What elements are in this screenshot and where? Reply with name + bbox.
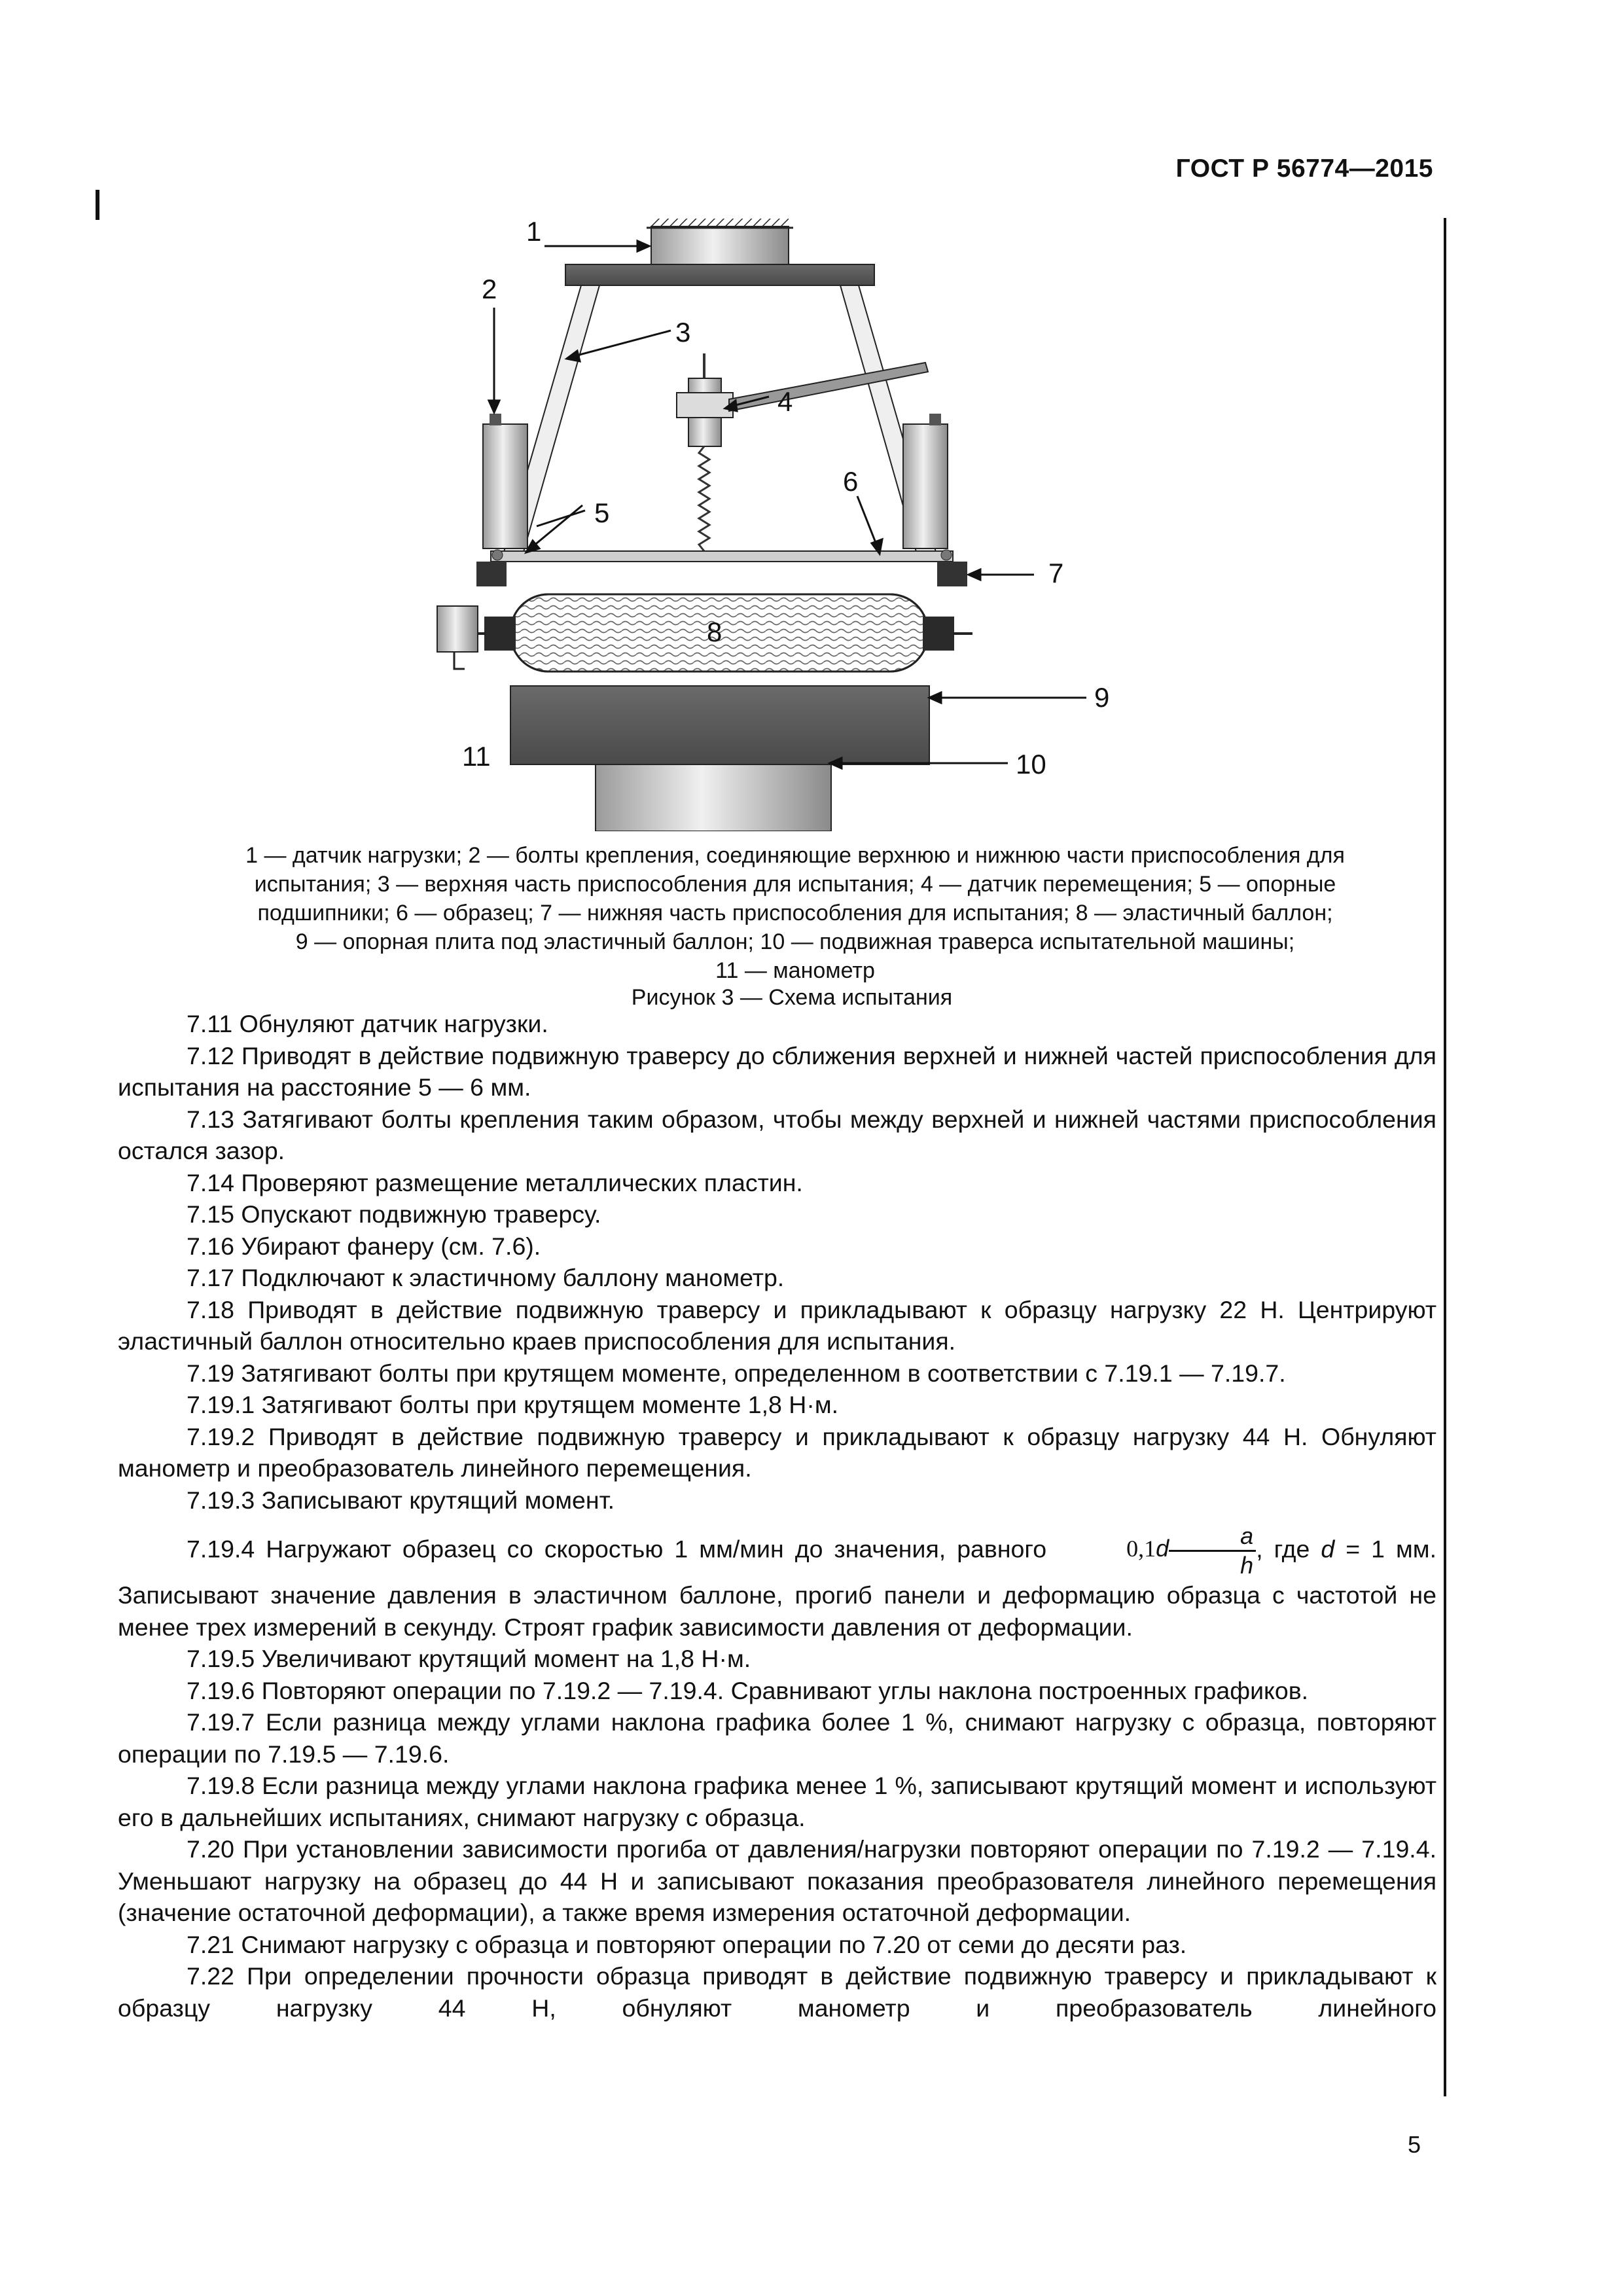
- manometer: [437, 606, 478, 652]
- para-7-19-1: 7.19.1 Затягивают болты при крутящем моменте 1,8 Н·м.: [187, 1391, 839, 1418]
- formula-coefficient: 0,1: [1126, 1535, 1156, 1562]
- top-plate: [565, 264, 874, 285]
- specimen: [491, 551, 953, 562]
- para-7-19-4-d: d: [1321, 1535, 1335, 1563]
- label-2: 2: [482, 274, 497, 304]
- label-8: 8: [707, 617, 722, 647]
- label-6: 6: [843, 466, 859, 497]
- figure-title: Рисунок 3 — Схема испытания: [631, 985, 953, 1010]
- legend-line-3: подшипники; 6 — образец; 7 — нижняя часть приспособления для испытания; 8 — эластичный баллон;: [257, 901, 1333, 925]
- deflection-formula: [1058, 1522, 1256, 1579]
- para-7-19-2: 7.19.2 Приводят в действие подвижную траверсу и прикладывают к образцу нагрузку 44 Н. Обнуляют манометр и преобразователь линейного перемещения.: [118, 1422, 1436, 1482]
- para-7-19-6: 7.19.6 Повторяют операции по 7.19.2 — 7.19.4. Сравнивают углы наклона построенных графиков.: [187, 1676, 1309, 1704]
- label-5: 5: [594, 497, 610, 528]
- para-7-20: 7.20 При установлении зависимости прогиба от давления/нагрузки повторяют операции по 7.19.2 — 7.19.4. Уменьшают нагрузку на образец до 44 Н и записывают показания преобразователя линейного перемещения (значение остаточной деформации), а также время измерения остаточной деформации.: [118, 1835, 1436, 1926]
- para-7-15: 7.15 Опускают подвижную траверсу.: [187, 1200, 601, 1228]
- para-7-19-4-rest: = 1 мм. Записывают значение давления в эластичном баллоне, прогиб панели и деформацию образца с частотой не менее трех измерений в секунду. Строят график зависимости давления от деформации.: [118, 1535, 1437, 1641]
- legend-line-4: 9 — опорная плита под эластичный баллон; 10 — подвижная траверса испытательной машины;: [295, 929, 1295, 954]
- formula-fraction: [1169, 1522, 1256, 1579]
- para-7-19-8: 7.19.8 Если разница между углами наклона графика менее 1 %, записывают крутящий момент и используют его в дальнейших испытаниях, снимают нагрузку с образца.: [118, 1772, 1436, 1831]
- figure-legend: [164, 841, 1427, 985]
- test-scheme-figure: [406, 203, 1191, 831]
- change-mark-bar: [96, 190, 99, 220]
- margin-rule: [1444, 218, 1446, 2096]
- para-7-19-4: [118, 1522, 1436, 1643]
- label-7: 7: [1048, 558, 1064, 588]
- para-7-19-7: 7.19.7 Если разница между углами наклона графика более 1 %, снимают нагрузку с образца, повторяют операции по 7.19.5 — 7.19.6.: [118, 1708, 1436, 1768]
- para-7-12: 7.12 Приводят в действие подвижную траверсу до сближения верхней и нижней частей приспособления для испытания на расстояние 5 — 6 мм.: [118, 1041, 1436, 1101]
- para-7-18: 7.18 Приводят в действие подвижную траверсу и прикладывают к образцу нагрузку 22 Н. Центрируют эластичный баллон относительно краев приспособления для испытания.: [118, 1295, 1436, 1355]
- load-cell: [651, 226, 789, 264]
- label-4: 4: [777, 386, 793, 417]
- label-3: 3: [675, 317, 691, 348]
- legend-line-2: испытания; 3 — верхняя часть приспособления для испытания; 4 — датчик перемещения; 5 — опорные: [254, 872, 1336, 897]
- para-7-21: 7.21 Снимают нагрузку с образца и повторяют операции по 7.20 от семи до десяти раз.: [187, 1930, 1187, 1958]
- para-7-19: 7.19 Затягивают болты при крутящем моменте, определенном в соответствии с 7.19.1 — 7.19.7.: [187, 1359, 1286, 1387]
- moving-crosshead: [596, 764, 831, 831]
- label-9: 9: [1094, 682, 1110, 713]
- legend-line-5: 11 — манометр: [715, 958, 875, 983]
- document-body: [118, 1008, 1436, 2024]
- para-7-11: 7.11 Обнуляют датчик нагрузки.: [187, 1010, 548, 1037]
- formula-numerator: a: [1169, 1522, 1256, 1552]
- para-7-14: 7.14 Проверяют размещение металлических пластин.: [187, 1168, 803, 1196]
- formula-denominator: h: [1240, 1552, 1254, 1579]
- para-7-19-4-start: 7.19.4 Нагружают образец со скоростью 1 мм/мин до значения, равного: [187, 1535, 1047, 1563]
- support-plate: [510, 686, 929, 764]
- legend-line-1: 1 — датчик нагрузки; 2 — болты крепления, соединяющие верхнюю и нижнюю части приспособления для: [245, 843, 1345, 868]
- formula-d: d: [1156, 1534, 1169, 1562]
- para-7-19-4-where: , где: [1256, 1535, 1310, 1563]
- label-10: 10: [1016, 749, 1046, 780]
- para-7-17: 7.17 Подключают к эластичному баллону манометр.: [187, 1264, 785, 1291]
- label-11: 11: [462, 741, 491, 772]
- document-header: ГОСТ Р 56774—2015: [1175, 154, 1433, 183]
- para-7-13: 7.13 Затягивают болты крепления таким образом, чтобы между верхней и нижней частями приспособления остался зазор.: [118, 1105, 1436, 1164]
- para-7-19-5: 7.19.5 Увеличивают крутящий момент на 1,8 Н·м.: [187, 1645, 751, 1672]
- label-1: 1: [526, 216, 542, 247]
- left-bolt-block: [483, 424, 527, 548]
- test-scheme-drawing: [406, 203, 1191, 831]
- page-number: 5: [1408, 2131, 1421, 2158]
- para-7-22: 7.22 При определении прочности образца приводят в действие подвижную траверсу и прикладывают к образцу нагрузку 44 Н, обнуляют манометр и преобразователь линейного: [118, 1962, 1436, 2022]
- para-7-19-3: 7.19.3 Записывают крутящий момент.: [187, 1486, 615, 1514]
- para-7-16: 7.16 Убирают фанеру (см. 7.6).: [187, 1232, 541, 1260]
